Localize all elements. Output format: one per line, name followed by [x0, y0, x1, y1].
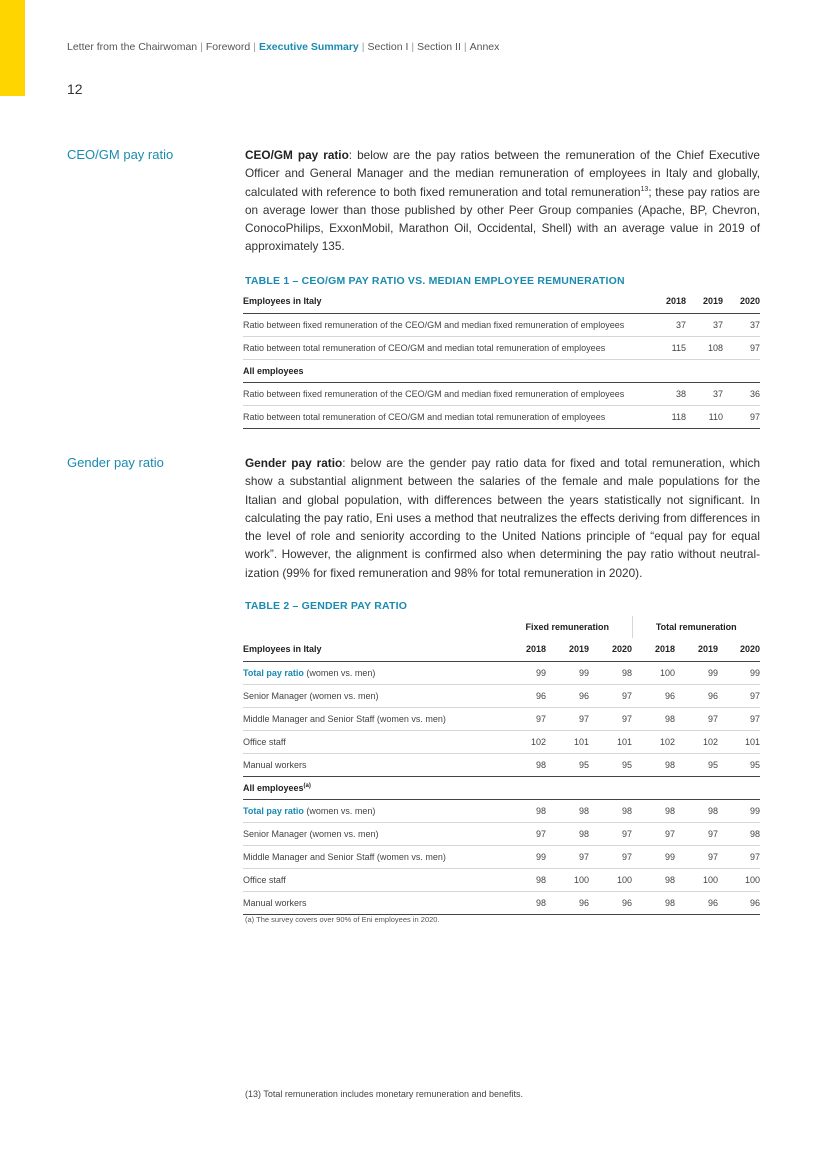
row-label — [243, 845, 503, 868]
table-cell: 98 — [503, 891, 546, 914]
row-label-highlight: Total pay ratio — [243, 805, 304, 816]
breadcrumb-separator: | — [253, 41, 256, 53]
table-cell: 98 — [718, 822, 760, 845]
breadcrumb — [67, 41, 499, 53]
table-row — [243, 313, 760, 336]
table-cell: 96 — [632, 684, 675, 707]
table-row — [243, 336, 760, 359]
table-cell: 95 — [675, 753, 718, 776]
table-cell: 99 — [503, 845, 546, 868]
table2-all-body — [243, 799, 760, 914]
table-cell: 97 — [589, 822, 632, 845]
table-cell: 96 — [675, 891, 718, 914]
table-cell: 97 — [503, 707, 546, 730]
table-cell: 97 — [723, 405, 760, 428]
table-cell: 38 — [649, 382, 686, 405]
row-label-text: Office staff — [243, 874, 286, 885]
table-header: 2020 — [589, 638, 632, 661]
breadcrumb-item[interactable]: Annex — [469, 41, 500, 53]
row-label: Ratio between fixed remuneration of the CEO/GM and median fixed remuneration of employees — [243, 313, 649, 336]
table-cell: 98 — [503, 799, 546, 822]
breadcrumb-separator: | — [411, 41, 415, 53]
table-cell: 97 — [589, 845, 632, 868]
table-cell: 37 — [649, 313, 686, 336]
table-cell: 100 — [589, 868, 632, 891]
table-header: 2018 — [632, 638, 675, 661]
breadcrumb-item[interactable]: Foreword — [205, 41, 251, 53]
row-label — [243, 730, 503, 753]
row-label — [243, 753, 503, 776]
table-cell: 37 — [686, 313, 723, 336]
row-label-text: Middle Manager and Senior Staff (women vs. men) — [243, 851, 446, 862]
table-cell: 95 — [718, 753, 760, 776]
section-color-tab — [0, 0, 25, 96]
table-row — [243, 753, 760, 776]
table-section-row — [243, 776, 760, 799]
table-cell: 99 — [718, 661, 760, 684]
gender-pay-ratio-heading: Gender pay ratio — [67, 455, 164, 470]
row-label: Ratio between total remuneration of CEO/GM and median total remuneration of employees — [243, 405, 649, 428]
row-label — [243, 868, 503, 891]
table2-title: TABLE 2 – GENDER PAY RATIO — [245, 600, 408, 612]
table-row — [243, 799, 760, 822]
table-cell: 102 — [675, 730, 718, 753]
row-label — [243, 799, 503, 822]
table-cell: 110 — [686, 405, 723, 428]
table-cell: 98 — [632, 891, 675, 914]
table-group-header-row — [243, 616, 760, 638]
table-header: Employees in Italy — [243, 290, 649, 313]
table-cell: 98 — [632, 868, 675, 891]
table-cell: 102 — [632, 730, 675, 753]
table-cell: 95 — [589, 753, 632, 776]
table-row — [243, 405, 760, 428]
table2-italy-body — [243, 661, 760, 776]
page-footnote: (13) Total remuneration includes monetary remuneration and benefits. — [245, 1089, 523, 1099]
paragraph-text: : below are the gender pay ratio data for fixed and total remuneration, which show a substantial alignment between the salaries of the female and male populations for the Italian and global population, with differences between the years statistically not significant. In calculating the pay ratio, Eni uses a method that neutralizes the effects deriving from differences in the level of role and seniority according to the United Nations principle of “equal pay for equal work”. However, the alignment is confirmed also when determining the pay ratio without neutralization (99% for fixed remuneration and 98% for total remuneration in 2020). — [245, 456, 761, 580]
table-header: 2018 — [503, 638, 546, 661]
row-label-text: Middle Manager and Senior Staff (women vs. men) — [243, 713, 446, 724]
section-label: All employees$^{(a)}$ — [243, 776, 503, 799]
table1 — [243, 290, 760, 429]
breadcrumb-item[interactable]: Section II — [417, 41, 461, 53]
row-label — [243, 684, 503, 707]
table-cell: 98 — [546, 799, 589, 822]
table-cell: 97 — [723, 336, 760, 359]
note-marker: (a) — [303, 782, 311, 789]
paragraph-lead: Gender pay ratio — [245, 456, 343, 470]
breadcrumb-separator: | — [463, 41, 467, 53]
paragraph-text: : below are the pay ratios between the remuneration of the Chief Executive Officer and General Manager and the median remuneration of employees in Italy and globally, calculated with reference to both fixed remuneration and total remuneration — [245, 148, 760, 199]
table-row — [243, 730, 760, 753]
table-row — [243, 868, 760, 891]
table-cell: 97 — [632, 822, 675, 845]
table-row — [243, 661, 760, 684]
table-cell: 97 — [718, 845, 760, 868]
row-label: Ratio between fixed remuneration of the CEO/GM and median fixed remuneration of employees — [243, 382, 649, 405]
row-label — [243, 707, 503, 730]
table-cell: 98 — [675, 799, 718, 822]
table-header: 2019 — [675, 638, 718, 661]
table-cell: 99 — [718, 799, 760, 822]
breadcrumb-item[interactable]: Letter from the Chairwoman — [67, 41, 198, 53]
gender-pay-ratio-paragraph — [245, 454, 760, 582]
table-cell: 97 — [503, 822, 546, 845]
table-cell: 97 — [675, 845, 718, 868]
table-row — [243, 845, 760, 868]
ceo-pay-ratio-heading: CEO/GM pay ratio — [67, 147, 174, 162]
row-label-highlight: Total pay ratio — [243, 667, 304, 678]
ceo-pay-ratio-paragraph — [245, 146, 760, 256]
table-header: 2019 — [546, 638, 589, 661]
table-cell: 98 — [632, 753, 675, 776]
table-cell: 100 — [718, 868, 760, 891]
table-cell: 99 — [675, 661, 718, 684]
table-cell: 97 — [718, 707, 760, 730]
breadcrumb-separator: | — [361, 41, 365, 53]
table-section-row — [243, 359, 760, 382]
table-header: 2018 — [649, 290, 686, 313]
table-row — [243, 382, 760, 405]
table-header: 2020 — [723, 290, 760, 313]
paragraph-lead: CEO/GM pay ratio — [245, 148, 349, 162]
table-cell: 97 — [675, 707, 718, 730]
row-label: Ratio between total remuneration of CEO/GM and median total remuneration of employees — [243, 336, 649, 359]
table-cell: 97 — [546, 707, 589, 730]
table-cell: 101 — [589, 730, 632, 753]
table-header-row — [243, 290, 760, 313]
table-header: 2020 — [718, 638, 760, 661]
table-cell: 96 — [503, 684, 546, 707]
table2 — [243, 616, 760, 915]
row-label — [243, 822, 503, 845]
table-cell: 102 — [503, 730, 546, 753]
section-label: All employees — [243, 359, 649, 382]
paragraph-text: ; these pay ratios are on average lower than those published by other Peer Group companies (Apache, BP, Chevron, ConocoPhilips, ExxonMobil, Marathon Oil, Occidental, Shell) with an average value in 2019 of approximately 135. — [245, 184, 760, 254]
page-number: 12 — [67, 81, 83, 97]
table-cell: 101 — [546, 730, 589, 753]
table-cell: 100 — [675, 868, 718, 891]
group-header-total: Total remuneration — [632, 616, 760, 638]
group-header-fixed: Fixed remuneration — [525, 622, 610, 632]
table-cell: 100 — [546, 868, 589, 891]
table-cell: 96 — [546, 891, 589, 914]
table-row — [243, 822, 760, 845]
table-cell: 98 — [589, 661, 632, 684]
table-header: Employees in Italy — [243, 638, 503, 661]
row-label — [243, 891, 503, 914]
table-cell: 97 — [546, 845, 589, 868]
table-cell: 36 — [723, 382, 760, 405]
row-label-text: Senior Manager (women vs. men) — [243, 690, 379, 701]
table-cell: 98 — [632, 799, 675, 822]
table-cell: 97 — [675, 822, 718, 845]
table-cell: 96 — [546, 684, 589, 707]
table-cell: 96 — [718, 891, 760, 914]
breadcrumb-item[interactable]: Section I — [367, 41, 409, 53]
table-cell: 98 — [503, 868, 546, 891]
breadcrumb-item-active[interactable]: Executive Summary — [258, 41, 359, 53]
row-label-text: (women vs. men) — [303, 805, 376, 816]
table-cell: 37 — [686, 382, 723, 405]
table-cell: 99 — [546, 661, 589, 684]
table-row — [243, 684, 760, 707]
table-cell: 95 — [546, 753, 589, 776]
table-cell: 98 — [503, 753, 546, 776]
footnote-ref[interactable]: 13 — [640, 185, 649, 193]
table-header-row — [243, 638, 760, 661]
table-cell: 99 — [503, 661, 546, 684]
table-note: (a) The survey covers over 90% of Eni employees in 2020. — [245, 915, 440, 924]
row-label-text: Senior Manager (women vs. men) — [243, 828, 379, 839]
row-label-text: Manual workers — [243, 759, 307, 770]
row-label-text: Office staff — [243, 736, 286, 747]
table1-title: TABLE 1 – CEO/GM PAY RATIO VS. MEDIAN EMPLOYEE REMUNERATION — [245, 275, 625, 287]
table-cell: 96 — [675, 684, 718, 707]
table-cell: 99 — [632, 845, 675, 868]
breadcrumb-separator: | — [200, 41, 203, 53]
table-cell: 108 — [686, 336, 723, 359]
table-cell: 118 — [649, 405, 686, 428]
table-cell: 37 — [723, 313, 760, 336]
table-cell: 100 — [632, 661, 675, 684]
table-row — [243, 707, 760, 730]
table-cell: 98 — [589, 799, 632, 822]
table-header: 2019 — [686, 290, 723, 313]
table-cell: 98 — [546, 822, 589, 845]
table-cell: 97 — [589, 684, 632, 707]
table-row — [243, 891, 760, 914]
table-cell: 115 — [649, 336, 686, 359]
table-cell: 96 — [589, 891, 632, 914]
row-label-text: Manual workers — [243, 897, 307, 908]
table-cell: 97 — [589, 707, 632, 730]
table-cell: 98 — [632, 707, 675, 730]
table-cell: 101 — [718, 730, 760, 753]
row-label-text: (women vs. men) — [303, 667, 376, 678]
row-label — [243, 661, 503, 684]
table-cell: 97 — [718, 684, 760, 707]
